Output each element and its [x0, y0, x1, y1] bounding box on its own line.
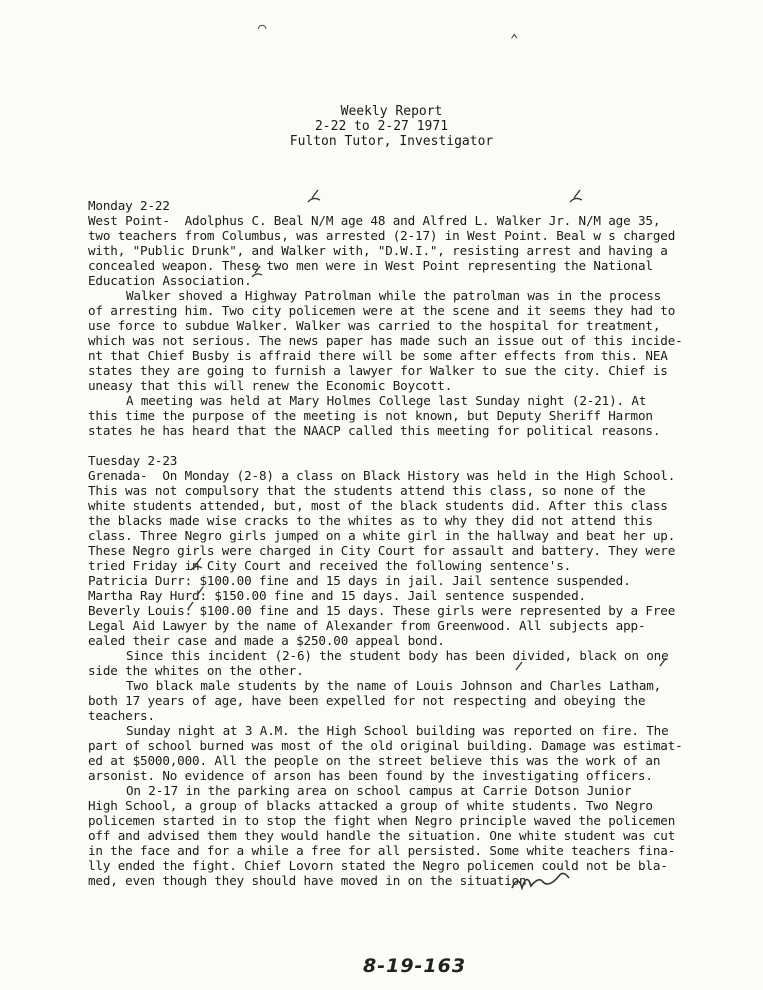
text-line: both 17 years of age, have been expelled for not respecting and obeying the [88, 693, 646, 708]
text-line: teachers. [88, 708, 155, 723]
text-line: med, even though they should have moved in on the situation. [88, 873, 534, 888]
text-line: policemen started in to stop the fight when Negro principle waved the policemen [88, 813, 676, 828]
stray-mark: ⌃ [510, 32, 519, 48]
text-line: side the whites on the other. [88, 663, 304, 678]
text-line: this time the purpose of the meeting is not known, but Deputy Sheriff Harmon [88, 408, 653, 423]
text-line: ealed their case and made a $250.00 appeal bond. [88, 633, 445, 648]
check-mark [308, 190, 320, 202]
text-line: use force to subdue Walker. Walker was carried to the hospital for treatment, [88, 318, 661, 333]
document-number: 8-19-163 [363, 955, 467, 977]
text-line: Two black male students by the name of Louis Johnson and Charles Latham, [126, 678, 662, 693]
text-line: Since this incident (2-6) the student body has been divided, black on one [126, 648, 669, 663]
check-mark [191, 558, 202, 570]
text-line: Legal Aid Lawyer by the name of Alexander from Greenwood. All subjects app- [88, 618, 646, 633]
text-line: lly ended the fight. Chief Lovorn stated the Negro policemen could not be bla- [88, 858, 668, 873]
text-line: the blacks made wise cracks to the whites as to why they did not attend this [88, 513, 653, 528]
text-line: Patricia Durr: $100.00 fine and 15 days in jail. Jail sentence suspended. [88, 573, 631, 588]
text-line: with, "Public Drunk", and Walker with, "D.W.I.", resisting arrest and having a [88, 243, 668, 258]
text-line: High School, a group of blacks attacked a group of white students. Two Negro [88, 798, 653, 813]
text-line: of arresting him. Two city policemen were at the scene and it seems they had to [88, 303, 676, 318]
text-line: concealed weapon. These two men were in West Point representing the National [88, 258, 653, 273]
text-line: These Negro girls were charged in City Court for assault and battery. They were [88, 543, 676, 558]
check-mark [660, 658, 666, 666]
stray-mark: ⌒ [258, 20, 267, 36]
text-line: two teachers from Columbus, was arrested (2-17) in West Point. Beal w s charged [88, 228, 676, 243]
text-line: uneasy that this will renew the Economic Boycott. [88, 378, 453, 393]
text-line: Tuesday 2-23 [88, 453, 178, 468]
check-mark [516, 662, 522, 670]
text-line: Walker shoved a Highway Patrolman while the patrolman was in the process [126, 288, 662, 303]
text-line: states he has heard that the NAACP called this meeting for political reasons. [88, 423, 661, 438]
text-line: white students attended, but, most of the black students did. After this class [88, 498, 668, 513]
text-line: A meeting was held at Mary Holmes College last Sunday night (2-21). At [126, 393, 647, 408]
text-line: Education Association. [88, 273, 252, 288]
text-line: ed at $5000,000. All the people on the street believe this was the work of an [88, 753, 661, 768]
text-line: Monday 2-22 [88, 198, 170, 213]
text-line: which was not serious. The news paper has made such an issue out of this incide- [88, 333, 683, 348]
text-line: tried Friday in City Court and received the following sentence's. [88, 558, 572, 573]
text-line: Martha Ray Hurd: $150.00 fine and 15 days. Jail sentence suspended. [88, 588, 586, 603]
text-line: West Point- Adolphus C. Beal N/M age 48 and Alfred L. Walker Jr. N/M age 35, [88, 213, 661, 228]
text-line: On 2-17 in the parking area on school campus at Carrie Dotson Junior [126, 783, 632, 798]
text-line: class. Three Negro girls jumped on a white girl in the hallway and beat her up. [88, 528, 676, 543]
text-line: arsonist. No evidence of arson has been found by the investigating officers. [88, 768, 653, 783]
report-dates: 2-22 to 2-27 1971 [314, 119, 449, 134]
signature [512, 873, 569, 888]
text-line: in the face and for a while a free for all persisted. Some white teachers fina- [88, 843, 676, 858]
text-line: Beverly Louis: $100.00 fine and 15 days. These girls were represented by a Free [88, 603, 676, 618]
check-mark [570, 190, 582, 202]
text-line: nt that Chief Busby is affraid there will be some after effects from this. NEA [88, 348, 668, 363]
report-author: Fulton Tutor, Investigator [289, 134, 494, 149]
check-mark [188, 602, 193, 609]
report-title: Weekly Report [340, 104, 443, 119]
text-line: Grenada- On Monday (2-8) a class on Black History was held in the High School. [88, 468, 676, 483]
text-line: off and advised them they would handle the situation. One white student was cut [88, 828, 676, 843]
text-line: This was not compulsory that the students attend this class, so none of the [88, 483, 646, 498]
text-line: part of school burned was most of the old original building. Damage was estimat- [88, 738, 683, 753]
text-line: Sunday night at 3 A.M. the High School building was reported on fire. The [126, 723, 669, 738]
check-mark [252, 266, 262, 277]
text-line: states they are going to furnish a lawyer for Walker to sue the city. Chief is [88, 363, 668, 378]
check-mark [198, 587, 203, 594]
